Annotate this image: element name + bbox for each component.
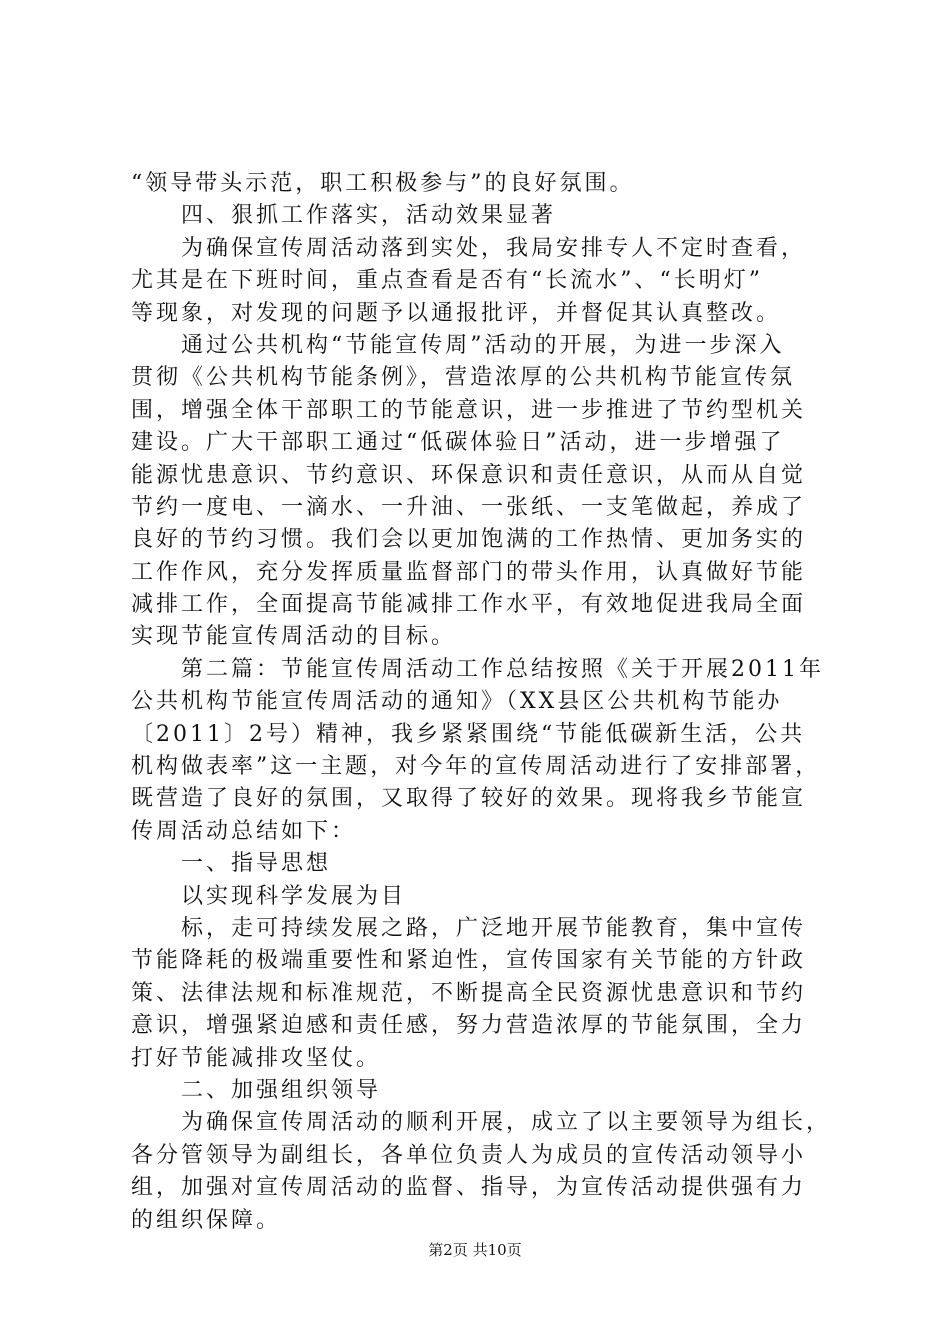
- text-line: 等现象，对发现的问题予以通报批评，并督促其认真整改。: [131, 300, 782, 326]
- text-line: 策、法律法规和标准规范，不断提高全民资源忧患意识和节约: [131, 980, 807, 1006]
- text-line: 传周活动总结如下：: [131, 818, 357, 844]
- text-line: 为确保宣传周活动落到实处，我局安排专人不定时查看，: [181, 235, 807, 261]
- text-line: “领导带头示范，职工积极参与”的良好氛围。: [131, 171, 635, 196]
- text-line: 既营造了良好的氛围，又取得了较好的效果。现将我乡节能宣: [131, 786, 807, 812]
- text-line: 二、加强组织领导: [181, 1077, 382, 1103]
- text-line: 实现节能宣传周活动的目标。: [131, 624, 457, 650]
- text-line: 良好的节约习惯。我们会以更加饱满的工作热情、更加务实的: [131, 527, 807, 553]
- text-line: 减排工作，全面提高节能减排工作水平，有效地促进我局全面: [131, 592, 807, 618]
- text-line: 节约一度电、一滴水、一升油、一张纸、一支笔做起，养成了: [131, 494, 807, 520]
- text-line: 工作作风，充分发挥质量监督部门的带头作用，认真做好节能: [131, 559, 807, 585]
- text-line: 第二篇：节能宣传周活动工作总结按照《关于开展2011年: [181, 656, 824, 682]
- text-line: 标，走可持续发展之路，广泛地开展节能教育，集中宣传: [181, 915, 807, 941]
- text-line: 贯彻《公共机构节能条例》，营造浓厚的公共机构节能宣传氛: [131, 365, 796, 391]
- text-line: 通过公共机构“节能宣传周”活动的开展，为进一步深入: [181, 332, 785, 358]
- text-line: 围，增强全体干部职工的节能意识，进一步推进了节约型机关: [131, 397, 807, 423]
- text-line: 意识，增强紧迫感和责任感，努力营造浓厚的节能氛围，全力: [131, 1013, 807, 1039]
- text-line: 以实现科学发展为目: [181, 883, 407, 909]
- text-line: 能源忧患意识、节约意识、环保意识和责任意识，从而从自觉: [131, 462, 807, 488]
- text-line: 机构做表率”这一主题，对今年的宣传周活动进行了安排部署，: [131, 754, 821, 780]
- text-line: 公共机构节能宣传周活动的通知》（XX县区公共机构节能办: [131, 689, 783, 715]
- text-line: 为确保宣传周活动的顺利开展，成立了以主要领导为组长，: [181, 1110, 832, 1136]
- text-line: 四、狠抓工作落实，活动效果显著: [181, 203, 557, 229]
- text-line: 节能降耗的极端重要性和紧迫性，宣传国家有关节能的方针政: [131, 948, 807, 974]
- text-line: 的组织保障。: [131, 1207, 282, 1233]
- text-line: 各分管领导为副组长，各单位负责人为成员的宣传活动领导小: [131, 1142, 807, 1168]
- text-line: 一、指导思想: [181, 851, 332, 877]
- text-line: 〔2011〕2号）精神，我乡紧紧围绕“节能低碳新生活，公共: [131, 721, 806, 747]
- text-line: 建设。广大干部职工通过“低碳体验日”活动，进一步增强了: [131, 430, 785, 456]
- text-line: 组，加强对宣传周活动的监督、指导，为宣传活动提供强有力: [131, 1175, 807, 1201]
- document-body: [131, 168, 831, 1237]
- text-line: 打好节能减排攻坚仗。: [131, 1045, 382, 1071]
- page-footer: 第2页 共10页: [428, 1241, 522, 1259]
- text-line: 尤其是在下班时间，重点查看是否有“长流水”、“长明灯”: [131, 268, 763, 294]
